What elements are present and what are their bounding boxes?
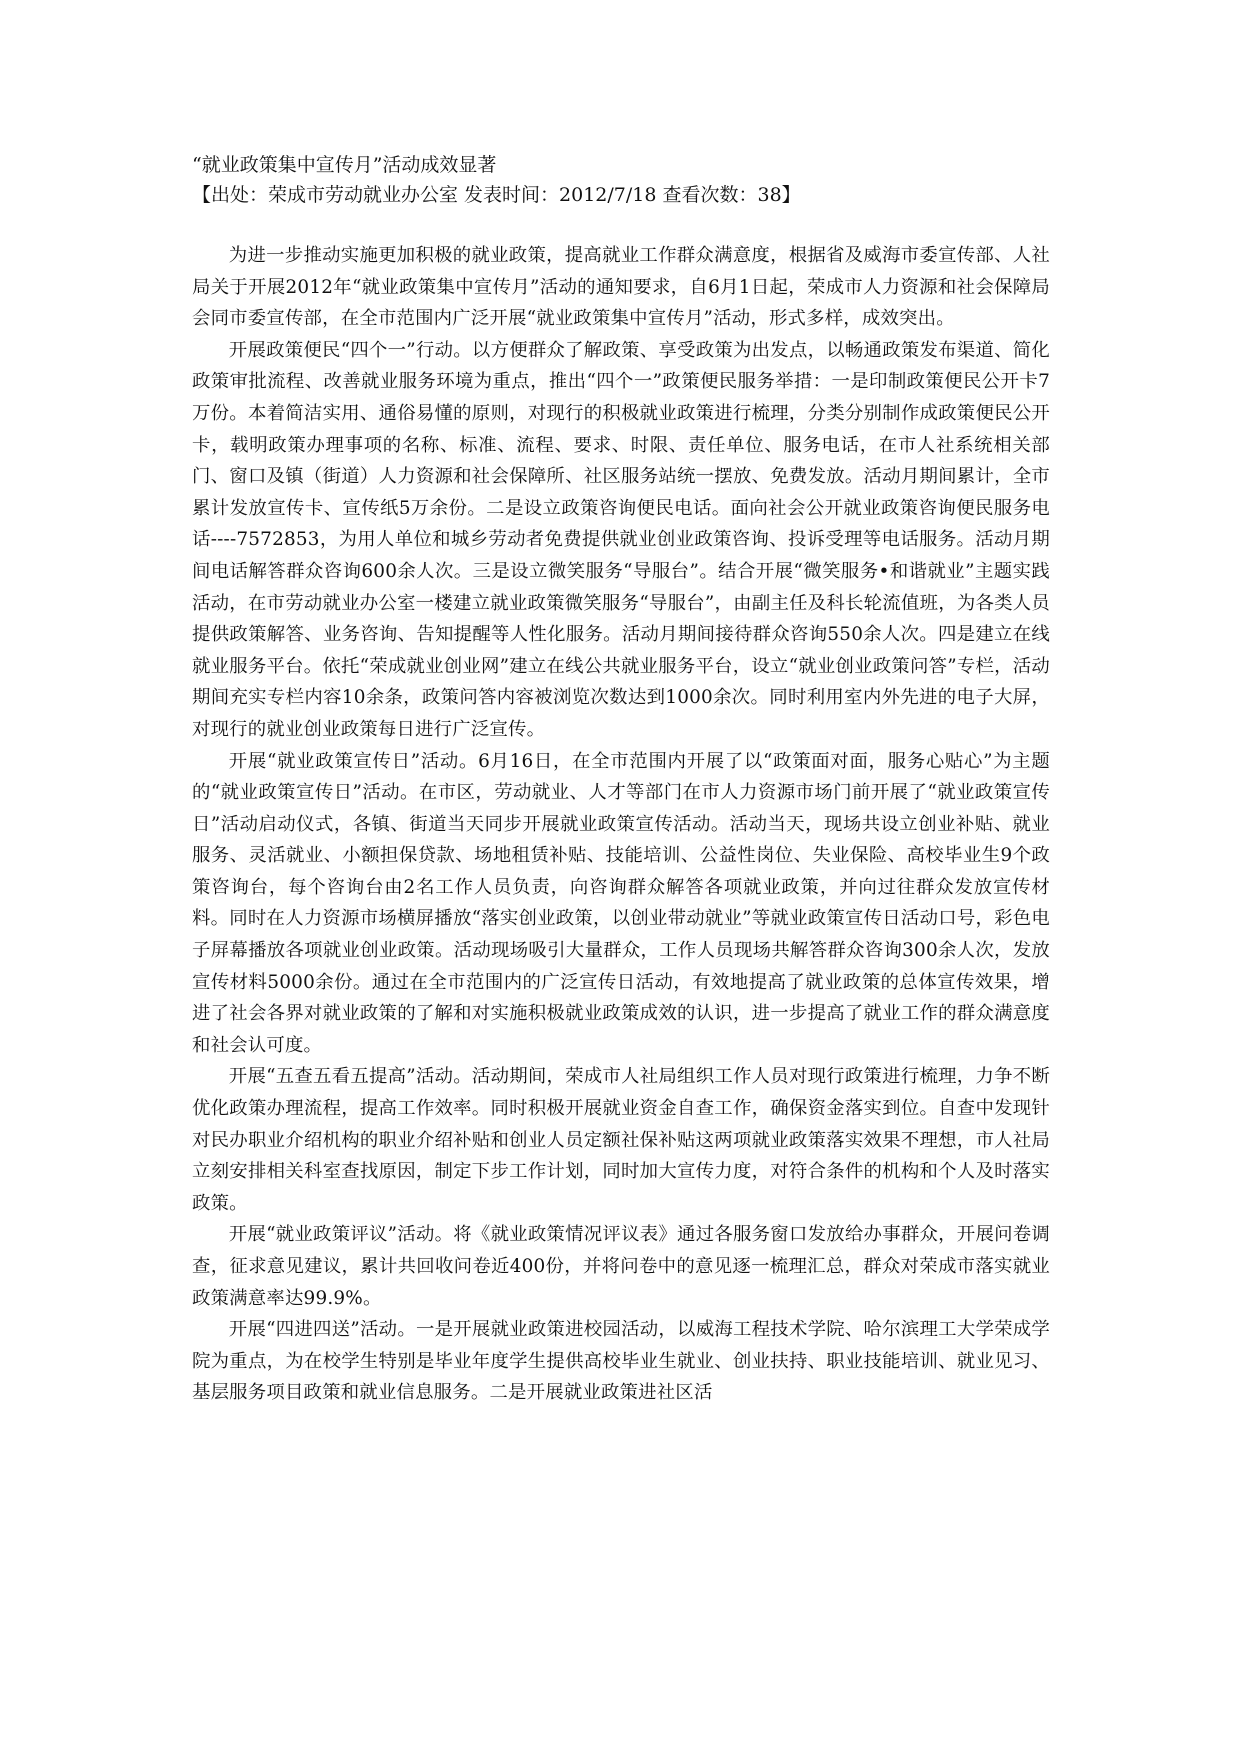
paragraph-five-checks: 开展“五查五看五提高”活动。活动期间，荣成市人社局组织工作人员对现行政策进行梳理，力争不断优化政策办理流程，提高工作效率。同时积极开展就业资金自查工作，确保资金落实到位。自查中发现针对民办职业介绍机构的职业介绍补贴和创业人员定额社保补贴这两项就业政策落实效果不理想，市人社局立刻安排相关科室查找原因，制定下步工作计划，同时加大宣传力度，对符合条件的机构和个人及时落实政策。 <box>192 1066 1050 1214</box>
document-meta: 【出处：荣成市劳动就业办公室 发表时间：2012/7/18 查看次数：38】 <box>192 184 801 206</box>
paragraph-intro: 为进一步推动实施更加积极的就业政策，提高就业工作群众满意度，根据省及威海市委宣传部、人社局关于开展2012年“就业政策集中宣传月”活动的通知要求，自6月1日起，荣成市人力资源和社会保障局会同市委宣传部，在全市范围内广泛开展“就业政策集中宣传月”活动，形式多样，成效突出。 <box>192 245 1050 330</box>
paragraph-policy-review: 开展“就业政策评议”活动。将《就业政策情况评议表》通过各服务窗口发放给办事群众，开展问卷调查，征求意见建议，累计共回收问卷近400份，并将问卷中的意见逐一梳理汇总，群众对荣成市落实就业政策满意率达99.9%。 <box>192 1224 1050 1309</box>
document-title: “就业政策集中宣传月”活动成效显著 <box>192 154 497 176</box>
paragraph-policy-day: 开展“就业政策宣传日”活动。6月16日，在全市范围内开展了以“政策面对面，服务心贴心”为主题的“就业政策宣传日”活动。在市区，劳动就业、人才等部门在市人力资源市场门前开展了“就业政策宣传日”活动启动仪式，各镇、街道当天同步开展就业政策宣传活动。活动当天，现场共设立创业补贴、就业服务、灵活就业、小额担保贷款、场地租赁补贴、技能培训、公益性岗位、失业保险、高校毕业生9个政策咨询台，每个咨询台由2名工作人员负责，向咨询群众解答各项就业政策，并向过往群众发放宣传材料。同时在人力资源市场横屏播放“落实创业政策，以创业带动就业”等就业政策宣传日活动口号，彩色电子屏幕播放各项就业创业政策。活动现场吸引大量群众，工作人员现场共解答群众咨询300余人次，发放宣传材料5000余份。通过在全市范围内的广泛宣传日活动，有效地提高了就业政策的总体宣传效果，增进了社会各界对就业政策的了解和对实施积极就业政策成效的认识，进一步提高了就业工作的群众满意度和社会认可度。 <box>192 750 1050 1056</box>
paragraph-four-ins: 开展“四进四送”活动。一是开展就业政策进校园活动，以威海工程技术学院、哈尔滨理工大学荣成学院为重点，为在校学生特别是毕业年度学生提供高校毕业生就业、创业扶持、职业技能培训、就业见习、基层服务项目政策和就业信息服务。二是开展就业政策进社区活 <box>192 1319 1050 1404</box>
paragraph-four-ones: 开展政策便民“四个一”行动。以方便群众了解政策、享受政策为出发点，以畅通政策发布渠道、简化政策审批流程、改善就业服务环境为重点，推出“四个一”政策便民服务举措：一是印制政策便民公开卡7万份。本着简洁实用、通俗易懂的原则，对现行的积极就业政策进行梳理，分类分别制作成政策便民公开卡，载明政策办理事项的名称、标准、流程、要求、时限、责任单位、服务电话，在市人社系统相关部门、窗口及镇（街道）人力资源和社会保障所、社区服务站统一摆放、免费发放。活动月期间累计，全市累计发放宣传卡、宣传纸5万余份。二是设立政策咨询便民电话。面向社会公开就业政策咨询便民服务电话----7572853，为用人单位和城乡劳动者免费提供就业创业政策咨询、投诉受理等电话服务。活动月期间电话解答群众咨询600余人次。三是设立微笑服务“导服台”。结合开展“微笑服务•和谐就业”主题实践活动，在市劳动就业办公室一楼建立就业政策微笑服务“导服台”，由副主任及科长轮流值班，为各类人员提供政策解答、业务咨询、告知提醒等人性化服务。活动月期间接待群众咨询550余人次。四是建立在线就业服务平台。依托“荣成就业创业网”建立在线公共就业服务平台，设立“就业创业政策问答”专栏，活动期间充实专栏内容10余条，政策问答内容被浏览次数达到1000余次。同时利用室内外先进的电子大屏，对现行的就业创业政策每日进行广泛宣传。 <box>192 339 1050 740</box>
document-page <box>192 150 1050 1409</box>
